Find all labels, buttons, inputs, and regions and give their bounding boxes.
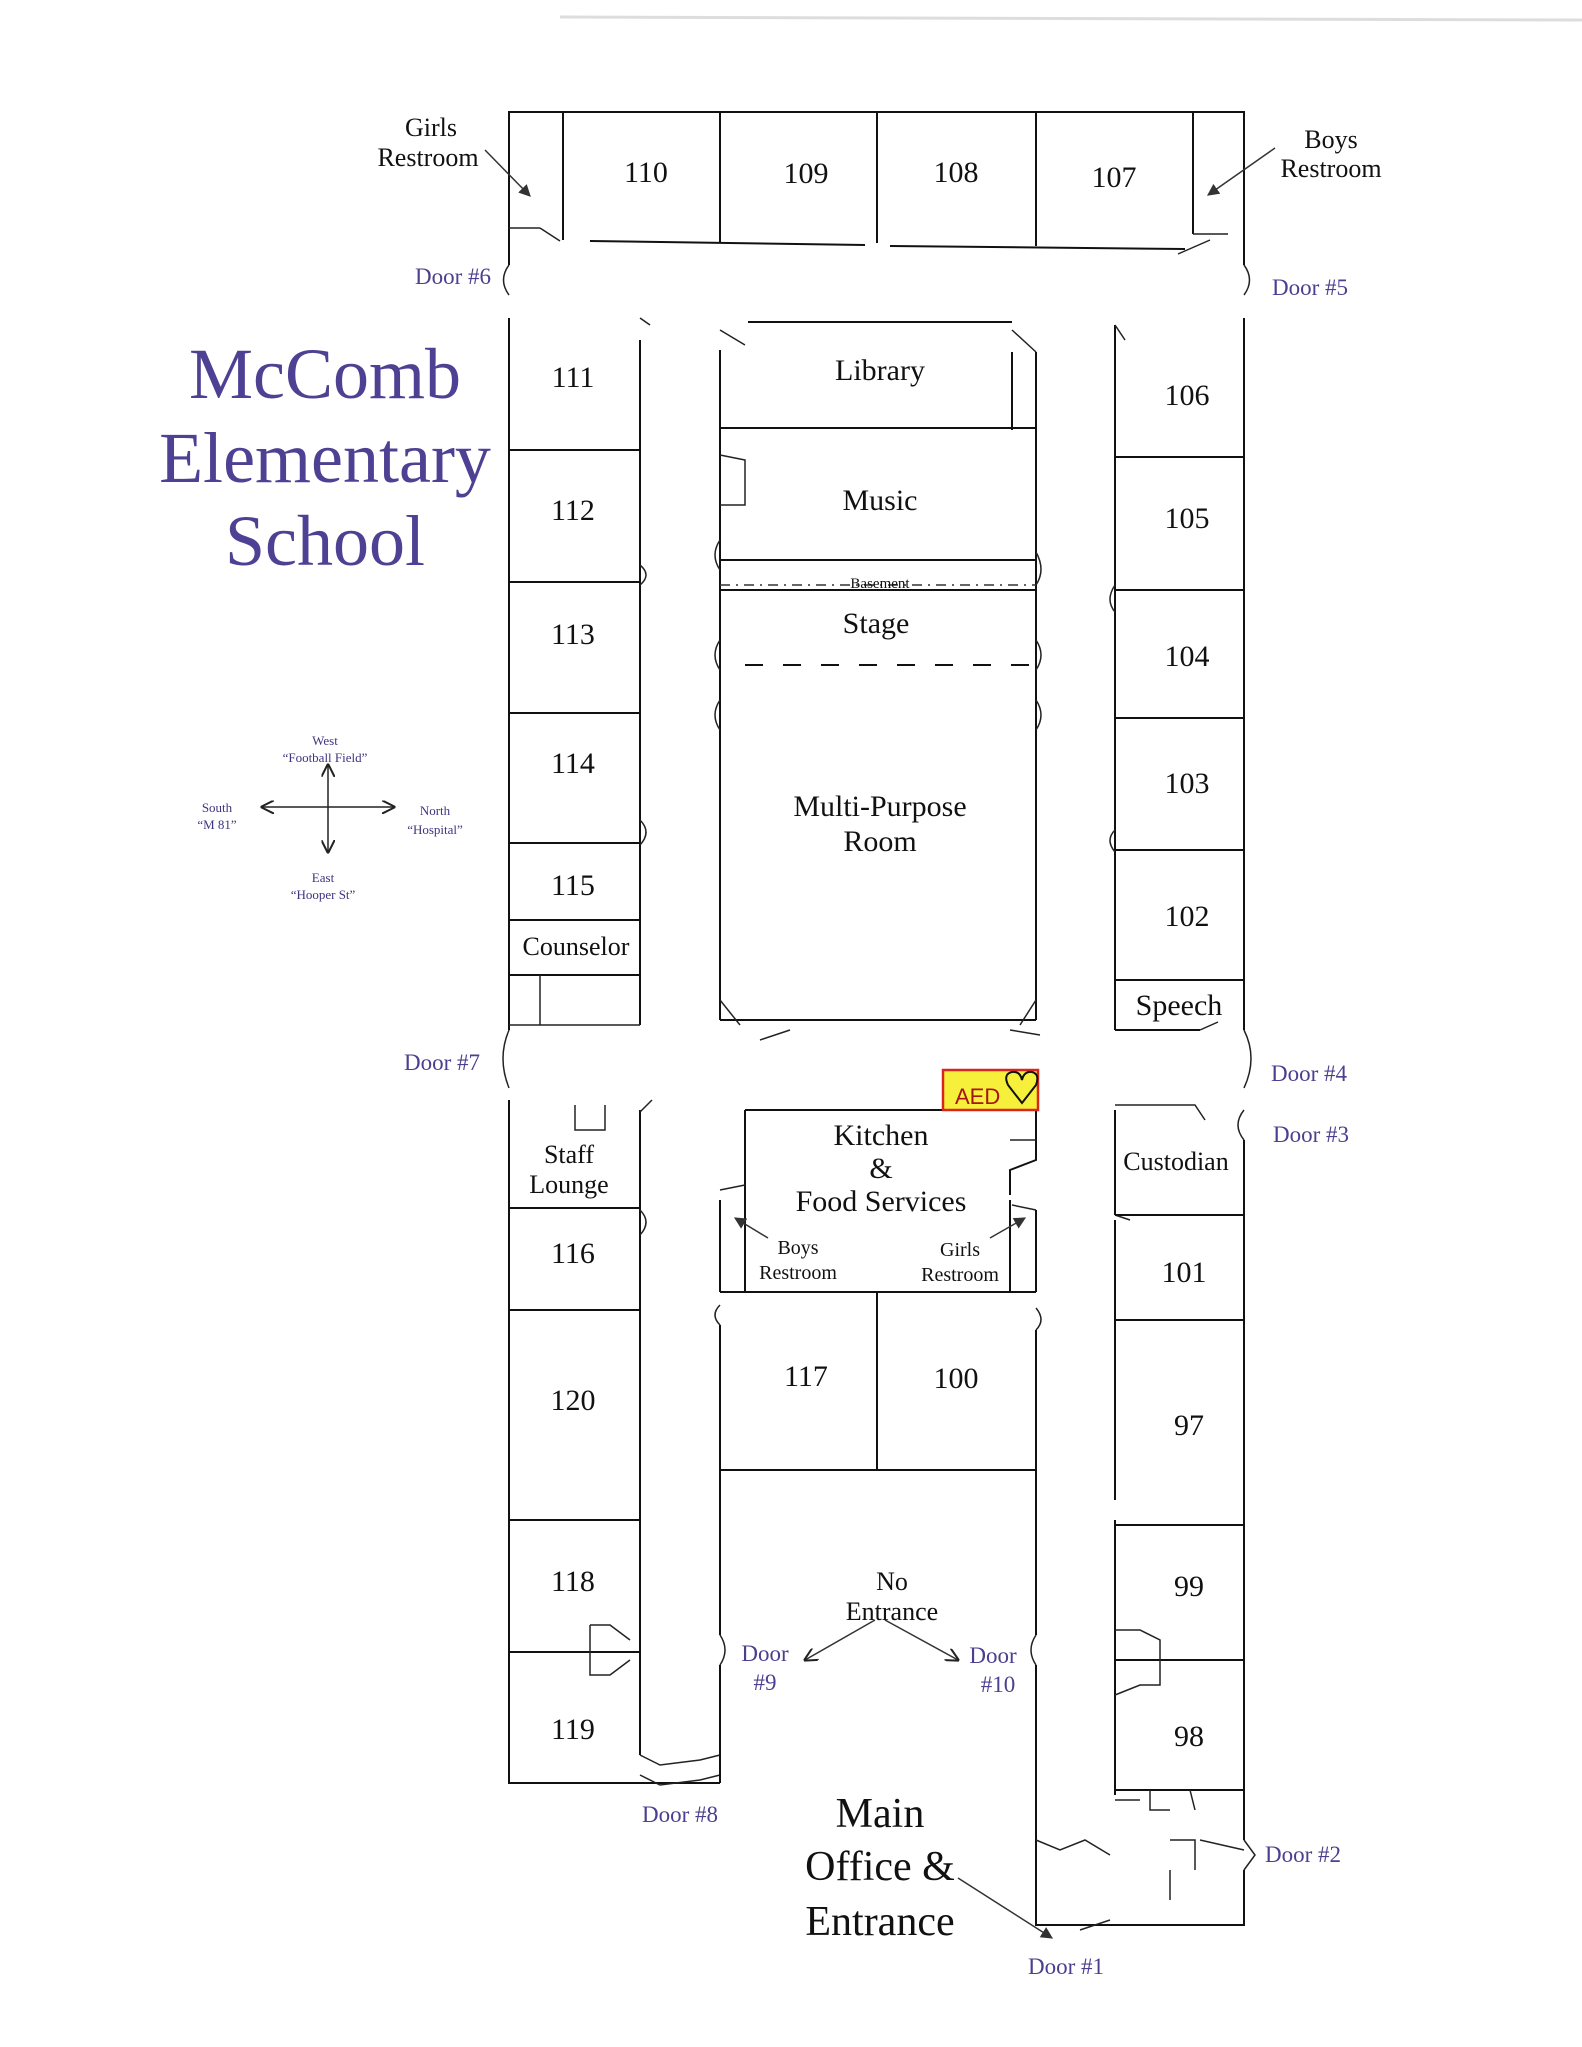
title-line-1: McComb (188, 334, 462, 414)
room-117: 117 (784, 1360, 828, 1393)
room-99: 99 (1174, 1570, 1204, 1603)
door-7-label: Door #7 (403, 1050, 481, 1075)
school-title (159, 334, 491, 581)
door-10-arrow (885, 1620, 958, 1660)
door-10-label-line1: Door (969, 1643, 1017, 1668)
wall (1010, 1110, 1036, 1195)
room-kitchen-line1: Kitchen (833, 1119, 929, 1152)
compass-east-sub: “Hooper St” (290, 887, 356, 902)
door-3-label: Door #3 (1272, 1122, 1350, 1147)
wall (760, 1030, 1040, 1040)
wall (640, 1100, 652, 1112)
wall (890, 246, 1185, 249)
aed-label: AED (955, 1084, 1001, 1109)
room-104: 104 (1164, 640, 1210, 673)
boys-restroom-top-line2: Restroom (1280, 154, 1382, 183)
door-9-label-line2: #9 (753, 1670, 777, 1695)
room-103: 103 (1164, 767, 1210, 800)
door-1-label: Door #1 (1027, 1954, 1105, 1979)
office-stalls (1115, 1790, 1244, 1900)
compass-north-sub: “Hospital” (407, 822, 463, 837)
compass-south: South (201, 800, 233, 815)
door-6-swing (504, 265, 510, 295)
room-music: Music (842, 484, 918, 517)
compass-west: West (312, 733, 338, 748)
kitchen-boys-restroom-arrow (735, 1218, 768, 1238)
door-alcove (1115, 1630, 1160, 1695)
door-5-swing (1244, 265, 1250, 295)
room-98: 98 (1174, 1720, 1204, 1753)
room-basement: Basement (850, 576, 910, 592)
kitchen-boys-restroom-line2: Restroom (759, 1262, 837, 1284)
room-112: 112 (551, 494, 595, 527)
kitchen-boys-restroom-line1: Boys (777, 1237, 819, 1259)
room-multipurpose-line2: Room (843, 825, 917, 858)
title-line-2: Elementary (159, 418, 491, 498)
room-staff-lounge-line2: Lounge (529, 1170, 609, 1199)
boys-restroom-arrow (1208, 148, 1275, 195)
room-speech: Speech (1135, 989, 1223, 1022)
door-8-label: Door #8 (641, 1802, 719, 1827)
room-97: 97 (1174, 1409, 1204, 1442)
wall (590, 241, 865, 245)
door-swings (1110, 325, 1125, 852)
main-office-arrow (958, 1878, 1052, 1938)
room-114: 114 (551, 747, 595, 780)
room-106: 106 (1164, 379, 1210, 412)
girls-restroom-arrow (485, 150, 530, 196)
no-entrance-line2: Entrance (845, 1597, 939, 1626)
room-101: 101 (1161, 1256, 1207, 1289)
wall (1036, 1840, 1110, 1930)
room-102: 102 (1164, 900, 1210, 933)
door-7-swing (503, 1030, 509, 1088)
pointer-arrows (485, 148, 1275, 1938)
door-alcove (575, 1105, 605, 1130)
compass-rose (197, 733, 463, 902)
room-115: 115 (551, 869, 595, 902)
kitchen-girls-restroom-arrow (990, 1218, 1025, 1238)
main-office-wall (1036, 1840, 1244, 1925)
compass-south-sub: “M 81” (197, 817, 237, 832)
wall (540, 228, 560, 241)
main-office-line2: Office & (805, 1844, 955, 1890)
room-120: 120 (550, 1384, 596, 1417)
door-9-arrow (805, 1620, 875, 1660)
aed-location[interactable] (943, 1070, 1038, 1110)
wall (1200, 1022, 1218, 1030)
room-kitchen-line2: & (869, 1152, 893, 1185)
music-alcove (720, 455, 745, 505)
door-2-swing (1244, 1840, 1255, 1870)
room-107: 107 (1091, 161, 1137, 194)
room-staff-lounge-line1: Staff (543, 1140, 595, 1169)
door-9-label-line1: Door (741, 1641, 789, 1666)
room-kitchen-line3: Food Services (795, 1185, 967, 1218)
wall (640, 318, 650, 325)
room-119: 119 (551, 1713, 595, 1746)
kitchen-girls-restroom-line2: Restroom (921, 1264, 999, 1286)
boys-restroom-top-line1: Boys (1304, 125, 1358, 154)
girls-restroom-top-line1: Girls (405, 113, 457, 142)
door-2-label: Door #2 (1264, 1842, 1342, 1867)
room-111: 111 (551, 361, 595, 394)
door-6-label: Door #6 (414, 264, 492, 289)
room-110: 110 (624, 156, 668, 189)
room-109: 109 (783, 157, 829, 190)
door-alcove (590, 1625, 630, 1675)
room-113: 113 (551, 618, 595, 651)
scan-edge-line (560, 17, 1582, 20)
title-line-3: School (224, 501, 426, 581)
room-multipurpose-line1: Multi-Purpose (793, 790, 967, 823)
room-116: 116 (551, 1237, 595, 1270)
door-8-notch (640, 1755, 720, 1785)
compass-east: East (311, 870, 335, 885)
room-108: 108 (933, 156, 979, 189)
room-counselor: Counselor (522, 932, 630, 961)
room-105: 105 (1164, 502, 1210, 535)
kitchen-girls-restroom-line1: Girls (940, 1239, 980, 1261)
compass-west-sub: “Football Field” (282, 750, 368, 765)
room-labels (523, 156, 1229, 1945)
door-4-label: Door #4 (1270, 1061, 1348, 1086)
girls-restroom-top-line2: Restroom (377, 143, 479, 172)
left-outer-wall-lower (509, 1100, 720, 1783)
wall (720, 330, 1036, 352)
wall (1178, 240, 1210, 254)
room-stage: Stage (842, 607, 910, 640)
door-10-label-line2: #10 (980, 1672, 1016, 1697)
room-118: 118 (551, 1565, 595, 1598)
compass-north: North (419, 803, 451, 818)
wall (720, 1000, 1036, 1025)
room-custodian: Custodian (1123, 1147, 1229, 1176)
room-100: 100 (933, 1362, 979, 1395)
no-entrance-line1: No (876, 1567, 908, 1596)
door-5-label: Door #5 (1271, 275, 1349, 300)
room-library: Library (835, 354, 925, 387)
main-office-line3: Entrance (805, 1899, 955, 1945)
main-office-line1: Main (835, 1791, 925, 1837)
door-4-3-swings (1238, 1030, 1251, 1140)
